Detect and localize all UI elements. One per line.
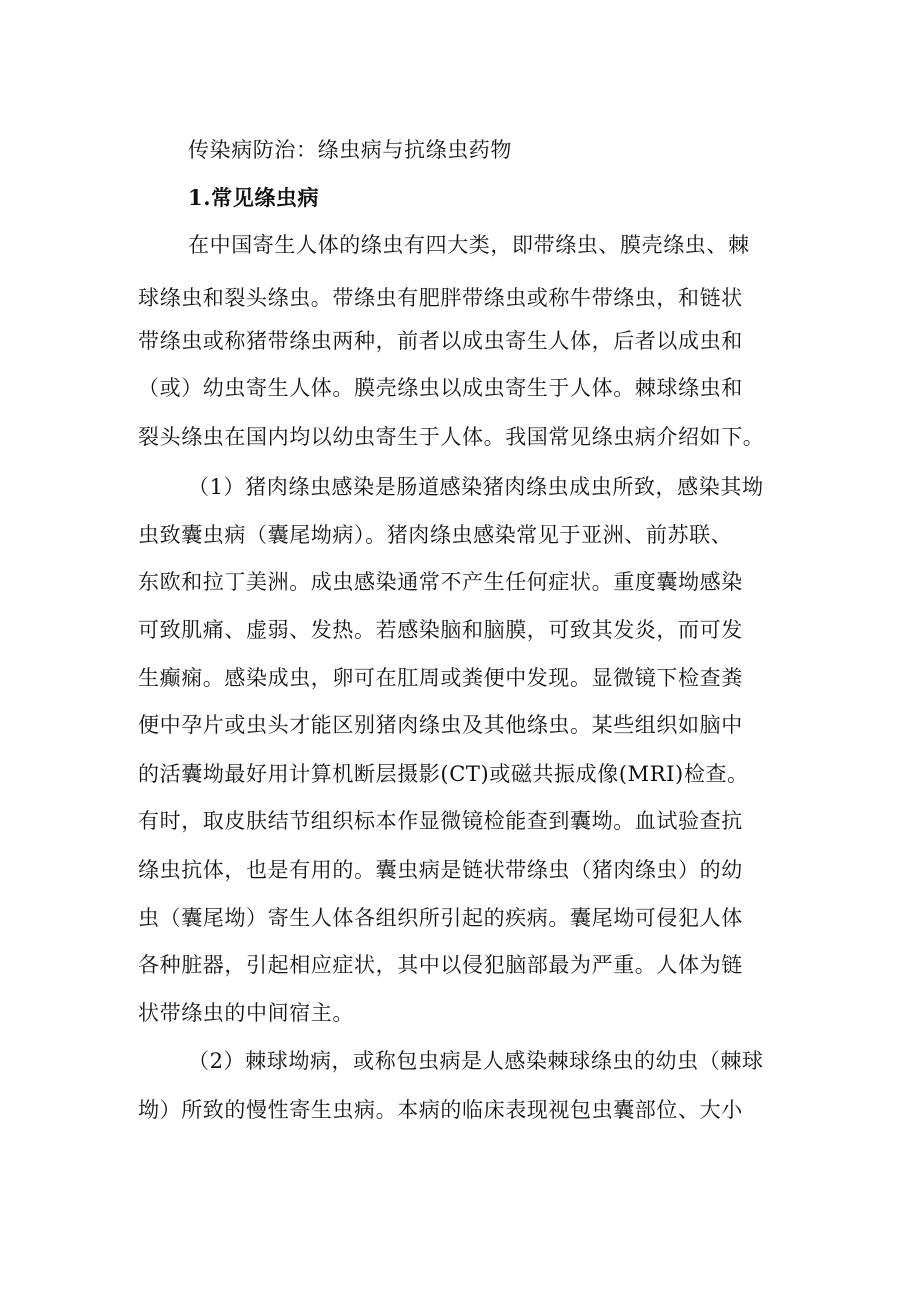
paragraph-line: 球绦虫和裂头绦虫。带绦虫有肥胖带绦虫或称牛带绦虫，和链状 xyxy=(138,286,743,310)
paragraph-line: 便中孕片或虫头才能区别猪肉绦虫及其他绦虫。某些组织如脑中 xyxy=(138,713,743,737)
paragraph-line: 有时，取皮肤结节组织标本作显微镜检能查到囊坳。血试验查抗 xyxy=(138,809,743,833)
section-heading: 1.常见绦虫病 xyxy=(188,185,320,210)
paragraph-line: 虫（囊尾坳）寄生人体各组织所引起的疾病。囊尾坳可侵犯人体 xyxy=(138,906,743,930)
paragraph-line: （2）棘球坳病，或称包虫病是人感染棘球绦虫的幼虫（棘球 xyxy=(188,1049,764,1073)
document-title: 传染病防治：绦虫病与抗绦虫药物 xyxy=(188,138,512,162)
paragraph-line: 在中国寄生人体的绦虫有四大类，即带绦虫、膜壳绦虫、棘 xyxy=(188,233,750,257)
paragraph-line: 可致肌痛、虚弱、发热。若感染脑和脑膜，可致其发炎，而可发 xyxy=(138,618,743,642)
paragraph-line: 带绦虫或称猪带绦虫两种，前者以成虫寄生人体，后者以成虫和 xyxy=(138,329,743,353)
paragraph-line: （或）幼虫寄生人体。膜壳绦虫以成虫寄生于人体。棘球绦虫和 xyxy=(138,376,743,400)
paragraph-line: 裂头绦虫在国内均以幼虫寄生于人体。我国常见绦虫病介绍如下。 xyxy=(138,425,765,449)
paragraph-line: 状带绦虫的中间宿主。 xyxy=(138,1001,354,1025)
paragraph-line: 绦虫抗体，也是有用的。囊虫病是链状带绦虫（猪肉绦虫）的幼 xyxy=(138,858,743,882)
paragraph-line: （1）猪肉绦虫感染是肠道感染猪肉绦虫成虫所致，感染其坳 xyxy=(188,475,764,499)
paragraph-line: 各种脏器，引起相应症状，其中以侵犯脑部最为严重。人体为链 xyxy=(138,953,743,977)
paragraph-line: 虫致囊虫病（囊尾坳病）。猪肉绦虫感染常见于亚洲、前苏联、 xyxy=(138,523,733,547)
paragraph-line: 生癫痫。感染成虫，卵可在肛周或粪便中发现。显微镜下检查粪 xyxy=(138,666,743,690)
paragraph-line: 的活囊坳最好用计算机断层摄影(CT)或磁共振成像(MRI)检查。 xyxy=(138,762,749,786)
paragraph-line: 东欧和拉丁美洲。成虫感染通常不产生任何症状。重度囊坳感染 xyxy=(138,570,743,594)
paragraph-line: 坳）所致的慢性寄生虫病。本病的临床表现视包虫囊部位、大小 xyxy=(138,1098,743,1122)
